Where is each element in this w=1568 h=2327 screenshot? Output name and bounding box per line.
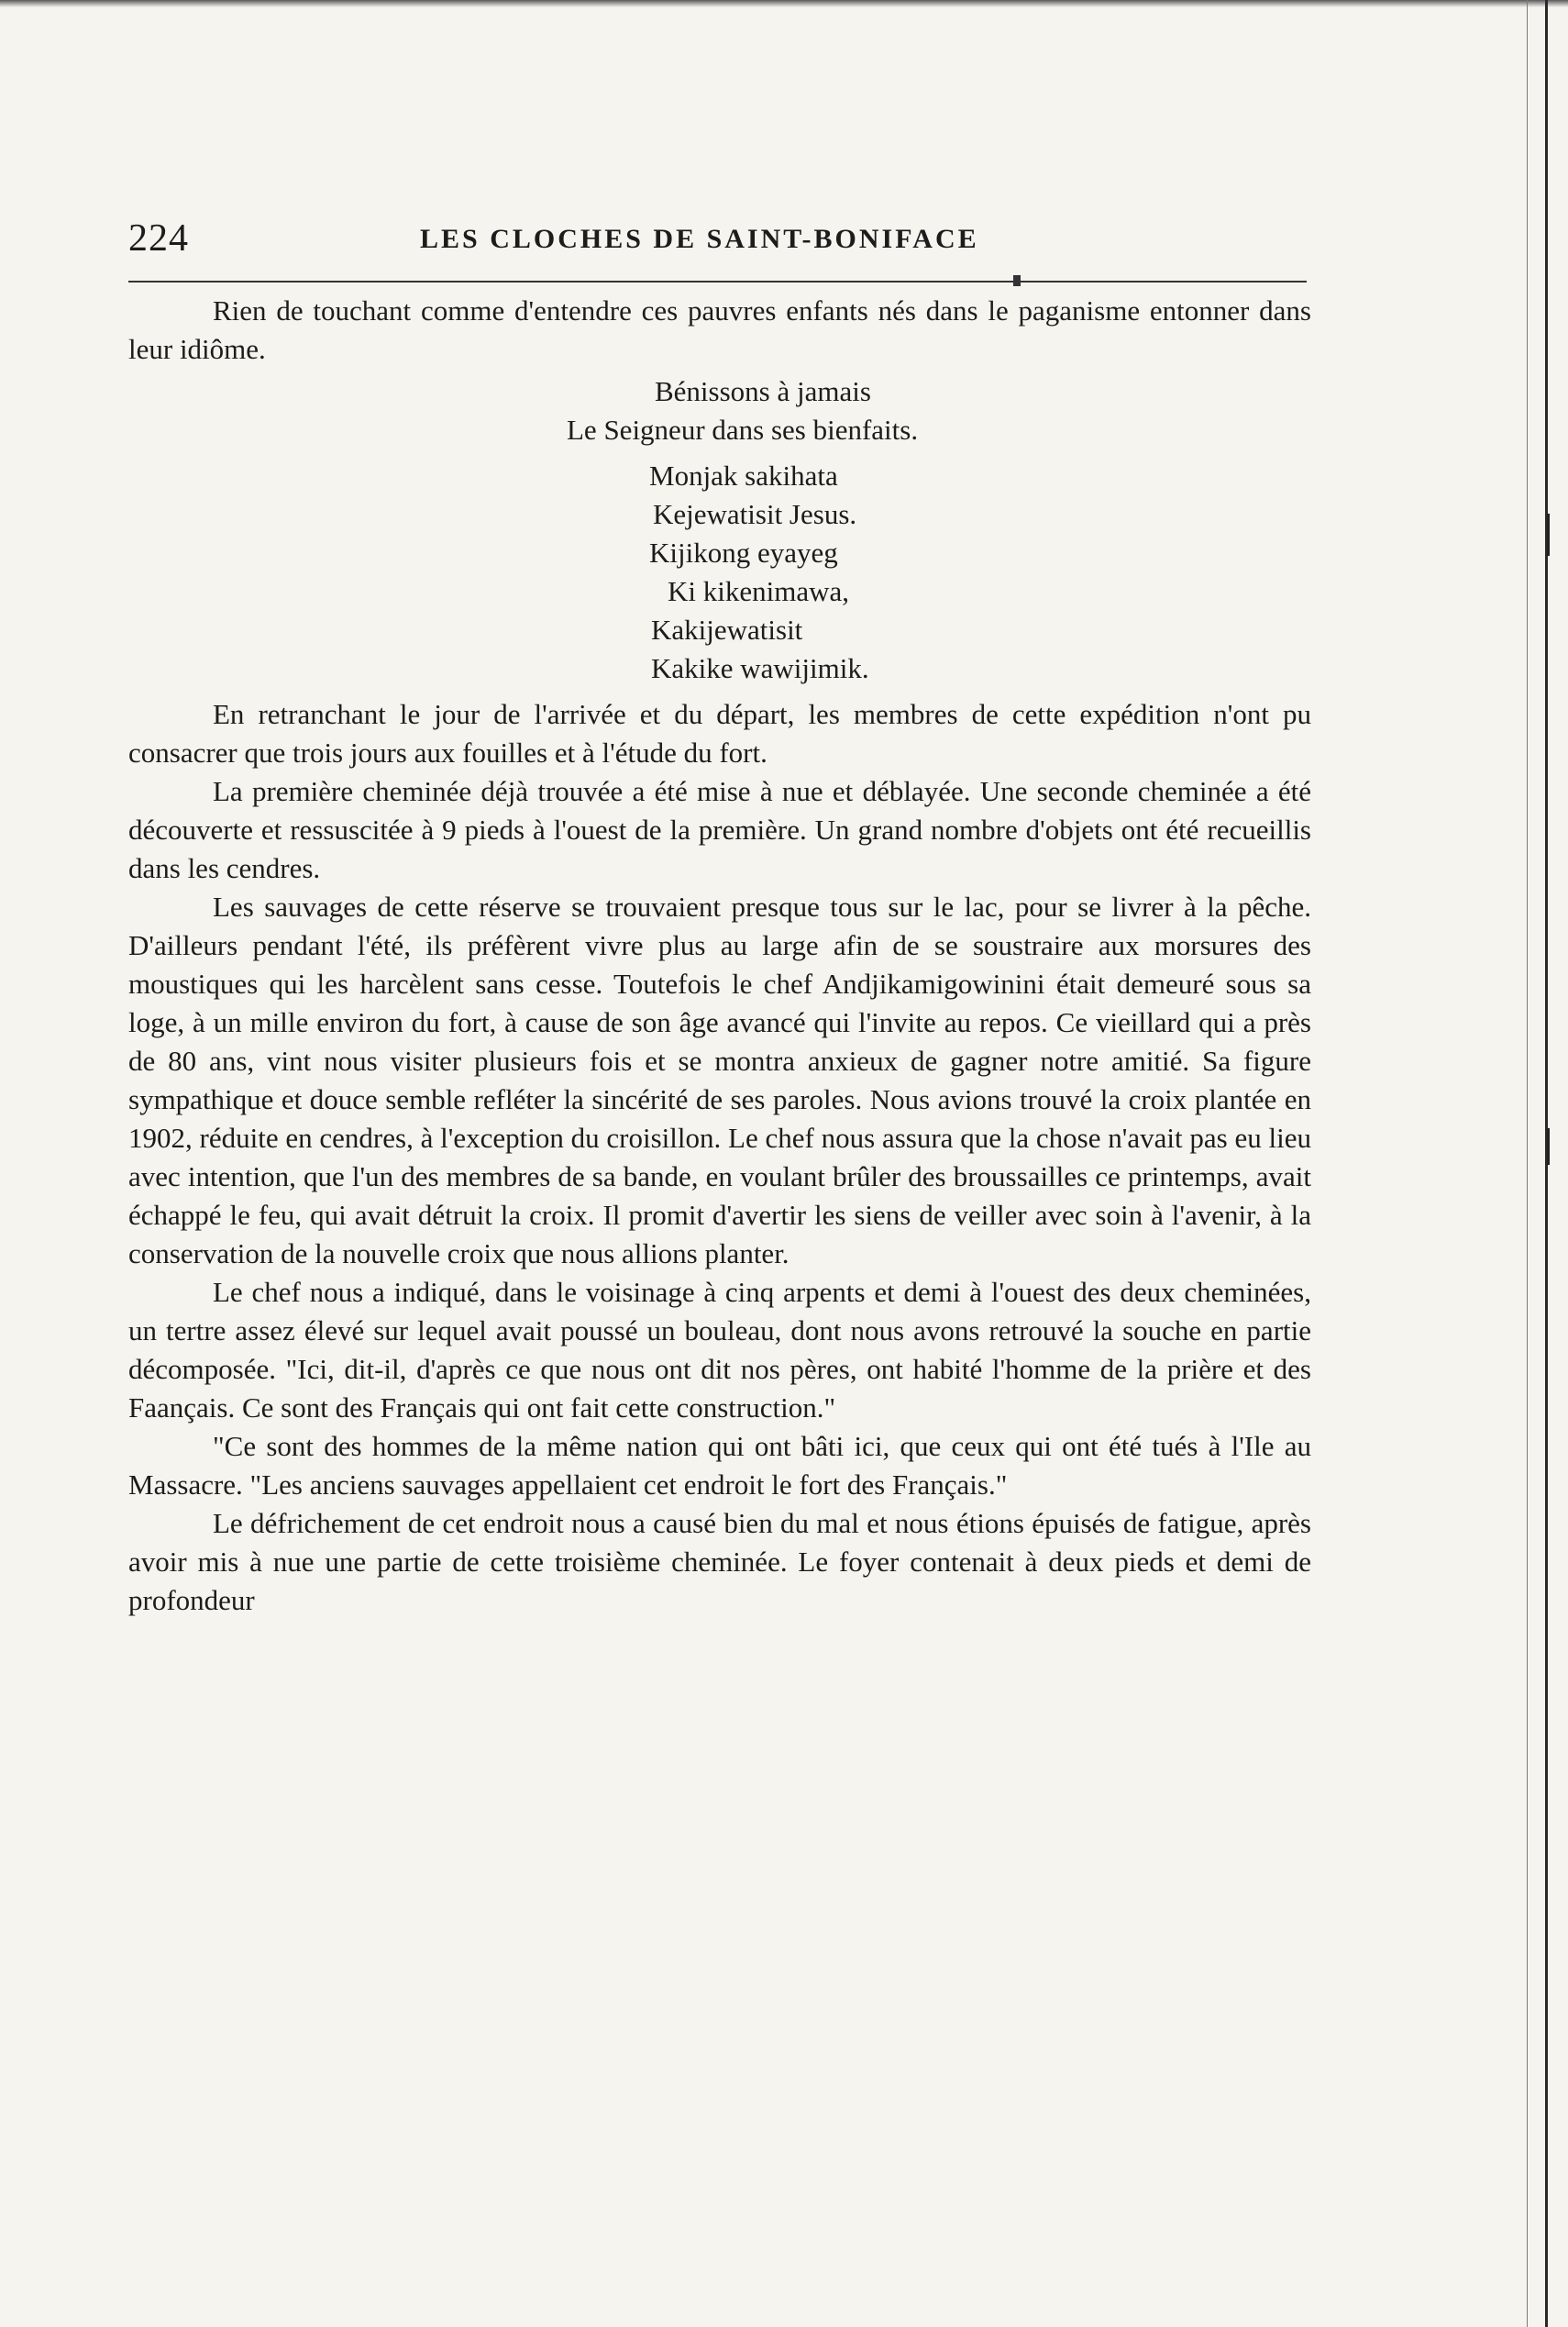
running-title: LES CLOCHES DE SAINT-BONIFACE	[420, 224, 979, 254]
verse-line: Kijikong eyayeg	[649, 537, 838, 569]
verse-line: Ki kikenimawa,	[668, 575, 850, 607]
verse-line: Kakijewatisit	[651, 614, 803, 646]
page-top-edge	[0, 0, 1568, 7]
verse-line: Kejewatisit Jesus.	[653, 498, 857, 530]
verse-line: Le Seigneur dans ses bienfaits.	[567, 414, 919, 446]
binding-edge-shadow	[1527, 0, 1528, 2327]
paragraph: Rien de touchant comme d'entendre ces pauvres enfants nés dans le paganisme entonner dans leur idiôme.	[128, 294, 1311, 365]
page-number: 224	[128, 217, 189, 260]
paragraph: En retranchant le jour de l'arrivée et du départ, les membres de cette expédition n'ont pu consacrer que trois jours aux fouilles et à l'étude du fort.	[128, 698, 1311, 769]
verse-native	[128, 457, 1311, 688]
binding-mark	[1547, 1128, 1550, 1165]
paragraph: Les sauvages de cette réserve se trouvaient presque tous sur le lac, pour se livrer à la pêche. D'ailleurs pendant l'été, ils préfèrent vivre plus au large afin de se soustraire aux morsures des moustiques qui les harcèlent sans cesse. Toutefois le chef Andjikamigowinini était demeuré sous sa loge, à un mille environ du fort, à cause de son âge avancé qui l'invite au repos. Ce vieillard qui a près de 80 ans, vint nous visiter plusieurs fois et se montra anxieux de gagner notre amitié. Sa figure sympathique et douce semble refléter la sincérité de ses paroles. Nous avions trouvé la croix plantée en 1902, réduite en cendres, à l'exception du croisillon. Le chef nous assura que la chose n'avait pas eu lieu avec intention, que l'un des membres de sa bande, en voulant brûler des broussailles ce printemps, avait échappé le feu, qui avait détruit la croix. Il promit d'avertir les siens de veiller avec soin à l'avenir, à la conservation de la nouvelle croix que nous allions planter.	[128, 891, 1311, 1269]
paragraph: La première cheminée déjà trouvée a été mise à nue et déblayée. Une seconde cheminée a été découverte et ressuscitée à 9 pieds à l'ouest de la première. Un grand nombre d'objets ont été recueillis dans les cendres.	[128, 775, 1311, 884]
page-body	[128, 292, 1311, 1620]
paragraph: Le défrichement de cet endroit nous a causé bien du mal et nous étions épuisés de fatigue, après avoir mis à nue une partie de cette troisième cheminée. Le foyer contenait à deux pieds et demi de profondeur	[128, 1507, 1311, 1616]
verse-line: Kakike wawijimik.	[651, 652, 869, 684]
header-rule	[128, 281, 1307, 283]
verse-french	[128, 372, 1311, 449]
page-header	[128, 216, 1302, 271]
binding-mark	[1547, 514, 1550, 556]
paragraph: Le chef nous a indiqué, dans le voisinage à cinq arpents et demi à l'ouest des deux cheminées, un tertre assez élevé sur lequel avait poussé un bouleau, dont nous avons retrouvé la souche en partie décomposée. "Ici, dit-il, d'après ce que nous ont dit nos pères, ont habité l'homme de la prière et des Faançais. Ce sont des Français qui ont fait cette construction."	[128, 1276, 1311, 1424]
paragraph: "Ce sont des hommes de la même nation qui ont bâti ici, que ceux qui ont été tués à l'Ile au Massacre. "Les anciens sauvages appellaient cet endroit le fort des Français."	[128, 1430, 1311, 1501]
header-rule-ornament	[1013, 275, 1021, 286]
verse-line: Monjak sakihata	[649, 460, 838, 492]
verse-line: Bénissons à jamais	[655, 375, 871, 407]
